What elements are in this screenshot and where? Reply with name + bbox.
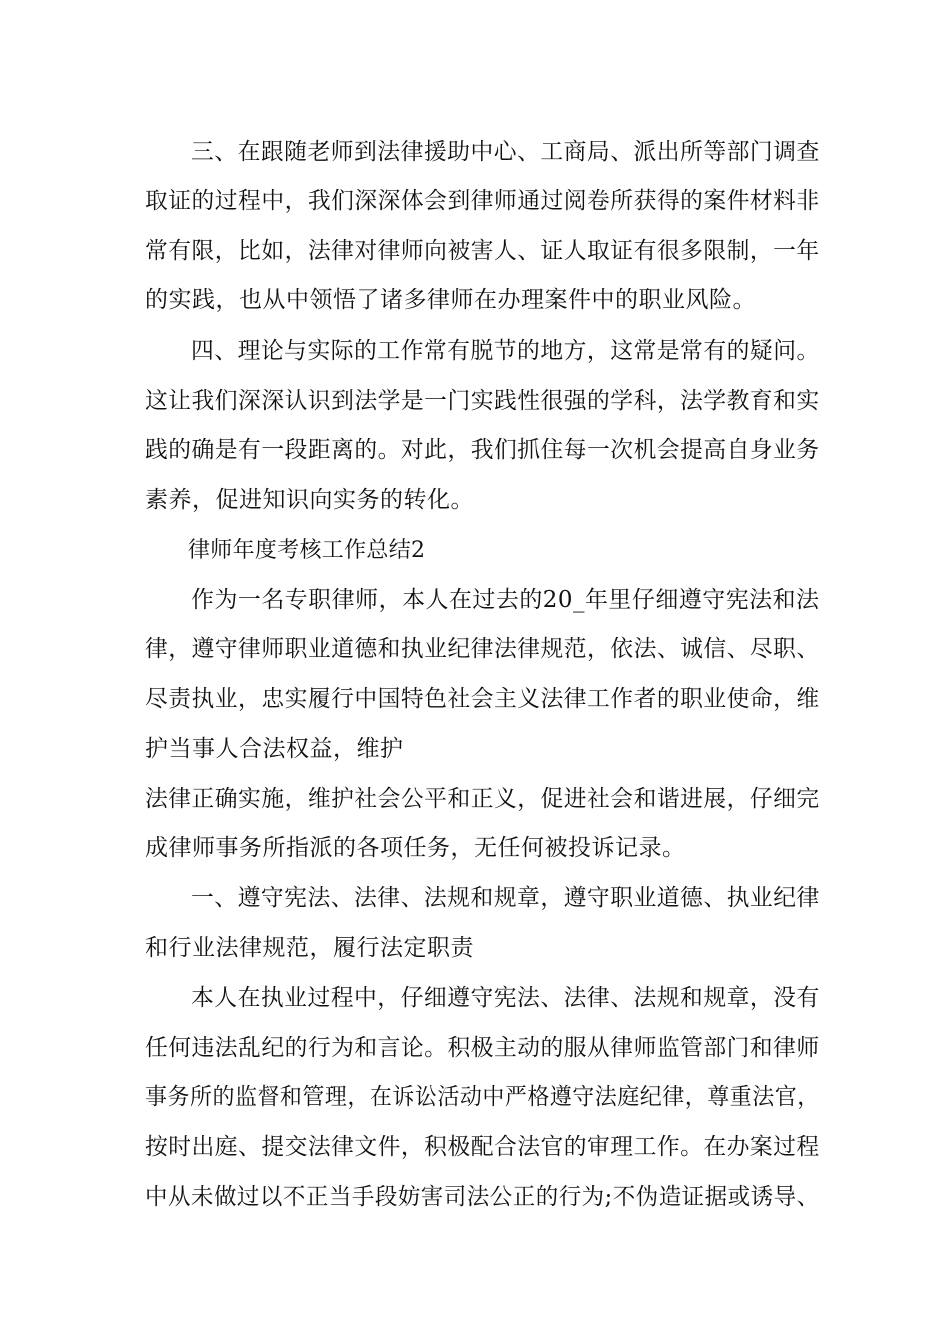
text-line: 三、在跟随老师到法律援助中心、工商局、派出所等部门调查 — [191, 139, 820, 165]
text-line: 法律正确实施，维护社会公平和正义，促进社会和谐进展，仔细完 — [145, 786, 820, 812]
text-line: 这让我们深深认识到法学是一门实践性很强的学科，法学教育和实 — [145, 388, 820, 414]
section-title: 律师年度考核工作总结2 — [188, 538, 426, 563]
text-line: 事务所的监督和管理，在诉讼活动中严格遵守法庭纪律，尊重法官， — [145, 1084, 820, 1110]
text-line: 取证的过程中，我们深深体会到律师通过阅卷所获得的案件材料非 — [145, 188, 820, 214]
text-line: 素养，促进知识向实务的转化。 — [145, 487, 474, 513]
text-line: 尽责执业，忠实履行中国特色社会主义法律工作者的职业使命，维 — [145, 686, 820, 712]
text-line: 一、遵守宪法、法律、法规和规章，遵守职业道德、执业纪律 — [191, 885, 820, 911]
text-line: 任何违法乱纪的行为和言论。积极主动的服从律师监管部门和律师 — [145, 1035, 820, 1061]
text-line: 成律师事务所指派的各项任务，无任何被投诉记录。 — [145, 835, 686, 861]
text-line: 常有限，比如，法律对律师向被害人、证人取证有很多限制，一年 — [145, 238, 820, 264]
text-line: 和行业法律规范，履行法定职责 — [145, 935, 474, 961]
text-line: 的实践，也从中领悟了诸多律师在办理案件中的职业风险。 — [145, 287, 756, 313]
text-line: 本人在执业过程中，仔细遵守宪法、法律、法规和规章，没有 — [191, 985, 820, 1011]
text-line: 中从未做过以不正当手段妨害司法公正的行为;不伪造证据或诱导、 — [145, 1184, 820, 1210]
text-line: 护当事人合法权益，维护 — [145, 736, 404, 762]
text-line: 按时出庭、提交法律文件，积极配合法官的审理工作。在办案过程 — [145, 1134, 820, 1160]
text-line: 作为一名专职律师，本人在过去的20_年里仔细遵守宪法和法 — [191, 587, 820, 613]
text-line: 四、理论与实际的工作常有脱节的地方，这常是常有的疑问。 — [191, 338, 820, 364]
text-line: 践的确是有一段距离的。对此，我们抓住每一次机会提高自身业务 — [145, 437, 820, 463]
text-line: 律，遵守律师职业道德和执业纪律法律规范，依法、诚信、尽职、 — [145, 636, 820, 662]
